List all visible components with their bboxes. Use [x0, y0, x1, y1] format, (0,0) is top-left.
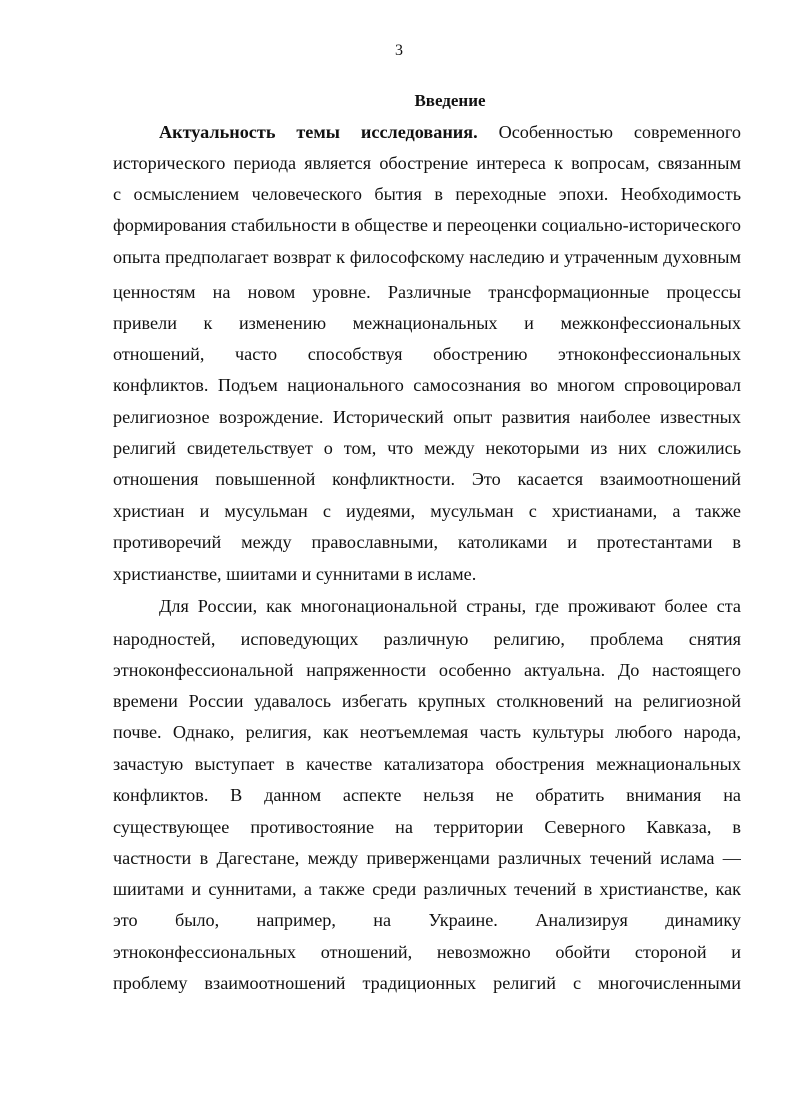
paragraph-line: опыта предполагает возврат к философскому наследию и утраченным духовным — [113, 247, 741, 267]
section-heading: Введение — [414, 91, 486, 110]
paragraph-line: отношения повышенной конфликтности. Это касается взаимоотношений — [113, 469, 741, 489]
paragraph-line: конфликтов. Подъем национального самосознания во многом спровоцировал — [113, 375, 741, 395]
paragraph-line — [159, 120, 741, 144]
paragraph-line: исторического периода является обострение интереса к вопросам, связанным — [113, 153, 741, 173]
paragraph-line: с осмыслением человеческого бытия в переходные эпохи. Необходимость — [113, 184, 741, 204]
lead-phrase: Актуальность темы исследования. — [159, 122, 478, 142]
paragraph-line: проблему взаимоотношений традиционных религий с многочисленными — [113, 973, 741, 993]
line-text: Особенностью современного — [477, 122, 741, 142]
paragraph-line: существующее противостояние на территории Северного Кавказа, в — [113, 817, 741, 837]
paragraph-line: отношений, часто способствуя обострению этноконфессиональных — [113, 344, 741, 364]
paragraph-line: народностей, исповедующих различную религию, проблема снятия — [113, 629, 741, 649]
paragraph-line: Для России, как многонациональной страны, где проживают более ста — [159, 596, 741, 616]
paragraph-line: привели к изменению межнациональных и межконфессиональных — [113, 313, 741, 333]
paragraph-line: конфликтов. В данном аспекте нельзя не обратить внимания на — [113, 785, 741, 805]
paragraph-line: времени России удавалось избегать крупных столкновений на религиозной — [113, 691, 741, 711]
paragraph-line: это было, например, на Украине. Анализируя динамику — [113, 910, 741, 930]
paragraph-line: частности в Дагестане, между приверженцами различных течений ислама — — [113, 848, 741, 868]
page-number: 3 — [395, 42, 403, 59]
paragraph-line: этноконфессиональных отношений, невозможно обойти стороной и — [113, 942, 741, 962]
paragraph-line: ценностям на новом уровне. Различные трансформационные процессы — [113, 282, 741, 302]
paragraph-line: этноконфессиональной напряженности особенно актуальна. До настоящего — [113, 660, 741, 680]
paragraph-line: формирования стабильности в обществе и переоценки социально-исторического — [113, 215, 741, 235]
paragraph-line: шиитами и суннитами, а также среди различных течений в христианстве, как — [113, 879, 741, 899]
paragraph-line: христиан и мусульман с иудеями, мусульман с христианами, а также — [113, 501, 741, 521]
paragraph-line: противоречий между православными, католиками и протестантами в — [113, 532, 741, 552]
paragraph-line: религий свидетельствует о том, что между некоторыми из них сложились — [113, 438, 741, 458]
paragraph-line: христианстве, шиитами и суннитами в исламе. — [113, 564, 477, 584]
paragraph-line: религиозное возрождение. Исторический опыт развития наиболее известных — [113, 407, 741, 427]
paragraph-line: зачастую выступает в качестве катализатора обострения межнациональных — [113, 754, 741, 774]
paragraph-line: почве. Однако, религия, как неотъемлемая часть культуры любого народа, — [113, 722, 741, 742]
